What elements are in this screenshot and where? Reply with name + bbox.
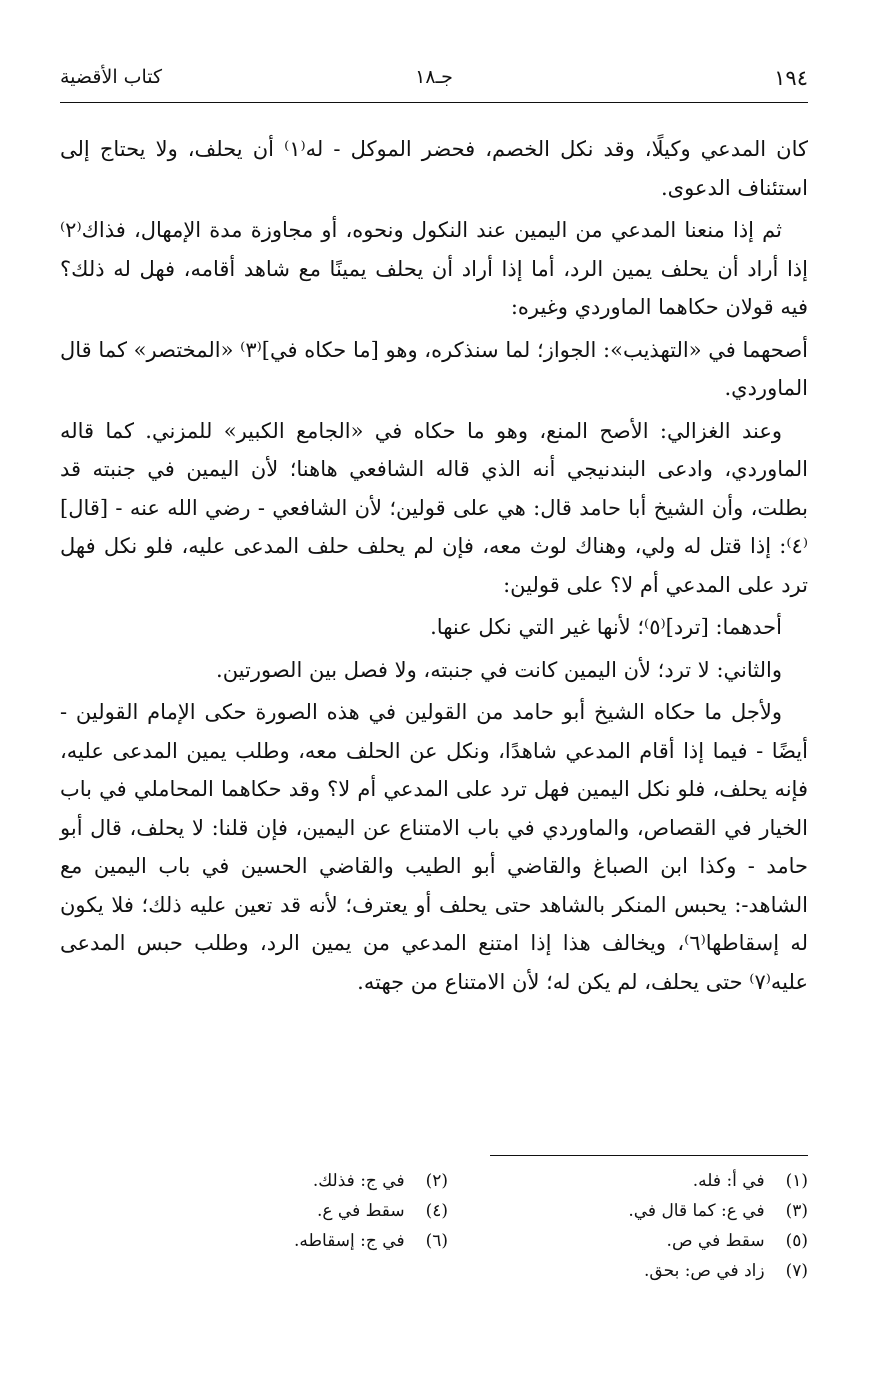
footnotes bbox=[60, 1166, 808, 1286]
header-divider bbox=[60, 102, 808, 103]
footnote-number: (٤) bbox=[425, 1201, 448, 1221]
footnote-text: في ج: فذلك. bbox=[312, 1171, 405, 1191]
footnote-number: (١) bbox=[785, 1171, 808, 1191]
paragraph: كان المدعي وكيلًا، وقد نكل الخصم، فحضر الموكل - له⁽١⁾ أن يحلف، ولا يحتاج إلى استئناف الدعوى. bbox=[60, 137, 808, 200]
footnote bbox=[488, 1166, 808, 1196]
book-page bbox=[60, 0, 808, 1375]
footnote-number: (٢) bbox=[425, 1171, 448, 1191]
footnote bbox=[128, 1166, 448, 1196]
footnote-text: في ج: إسقاطه. bbox=[293, 1231, 405, 1251]
book-title: كتاب الأقضية bbox=[60, 66, 163, 88]
main-text bbox=[60, 130, 808, 1005]
footnote-number: (٦) bbox=[425, 1231, 448, 1251]
footnote-number: (٥) bbox=[785, 1231, 808, 1251]
footnote-number: (٧) bbox=[785, 1261, 808, 1281]
footnote-row bbox=[60, 1226, 808, 1256]
footnote bbox=[488, 1256, 808, 1286]
footnote bbox=[128, 1196, 448, 1226]
paragraph: أحدهما: [ترد]⁽٥⁾؛ لأنها غير التي نكل عنها. bbox=[430, 615, 782, 639]
footnote-text: في أ: فله. bbox=[692, 1171, 765, 1191]
footnote-row bbox=[60, 1196, 808, 1226]
footnote-text: زاد في ص: بحق. bbox=[644, 1261, 765, 1281]
footnote-row bbox=[60, 1166, 808, 1196]
paragraph: وعند الغزالي: الأصح المنع، وهو ما حكاه في «الجامع الكبير» للمزني. كما قاله الماوردي، وادعى البندنيجي أنه الذي قاله الشافعي هاهنا؛ لأن اليمين في جنبته قد بطلت، وأن الشيخ أبا حامد قال: هي على قولين؛ لأن الشافعي - رضي الله عنه - [قال]⁽٤⁾: إذا قتل له ولي، وهناك لوث معه، فإن لم يحلف حلف المدعى عليه، فلو نكل فهل ترد على المدعي أم لا؟ على قولين: bbox=[60, 418, 808, 597]
paragraph: ثم إذا منعنا المدعي من اليمين عند النكول ونحوه، أو مجاوزة مدة الإمهال، فذاك⁽٢⁾ إذا أراد أن يحلف يمين الرد، أما إذا أراد أن يحلف يمينًا مع شاهد أقامه، فهل له ذلك؟ فيه قولان حكاهما الماوردي وغيره: bbox=[60, 218, 808, 319]
running-header bbox=[60, 66, 808, 100]
paragraph: ولأجل ما حكاه الشيخ أبو حامد من القولين في هذه الصورة حكى الإمام القولين - أيضًا - فيما إذا أقام المدعي شاهدًا، ونكل عن الحلف معه، وطلب يمين المدعى عليه، فإنه يحلف، فلو نكل اليمين فهل ترد على المدعي أم لا؟ وقد حكاهما المحاملي في باب الخيار في القصاص، والماوردي في باب الامتناع عن اليمين، فإن قلنا: لا يحلف، قال أبو حامد - وكذا ابن الصباغ والقاضي أبو الطيب والقاضي الحسين في باب اليمين مع الشاهد-: يحبس المنكر بالشاهد حتى يحلف أو يعترف؛ لأنه قد تعين عليه ذلك؛ فلا يكون له إسقاطها⁽٦⁾، ويخالف هذا إذا امتنع المدعي من يمين الرد، وطلب حبس المدعى عليه⁽٧⁾ حتى يحلف، لم يكن له؛ لأن الامتناع من جهته. bbox=[60, 700, 809, 994]
page-number: ١٩٤ bbox=[774, 66, 808, 90]
footnote-text: سقط في ص. bbox=[666, 1231, 765, 1251]
footnote-row bbox=[60, 1256, 808, 1286]
paragraph: أصحهما في «التهذيب»: الجواز؛ لما سنذكره، وهو [ما حكاه في]⁽٣⁾ «المختصر» كما قال الماوردي. bbox=[60, 337, 808, 400]
footnote bbox=[128, 1226, 448, 1256]
footnote-text: في ع: كما قال في. bbox=[628, 1201, 765, 1221]
paragraph: والثاني: لا ترد؛ لأن اليمين كانت في جنبته، ولا فصل بين الصورتين. bbox=[216, 657, 782, 682]
footnote-divider bbox=[490, 1155, 808, 1156]
footnote bbox=[488, 1196, 808, 1226]
footnote bbox=[488, 1226, 808, 1256]
footnote-number: (٣) bbox=[785, 1201, 808, 1221]
footnote-text: سقط في ع. bbox=[316, 1201, 405, 1221]
volume-label: جـ١٨ bbox=[415, 66, 453, 88]
